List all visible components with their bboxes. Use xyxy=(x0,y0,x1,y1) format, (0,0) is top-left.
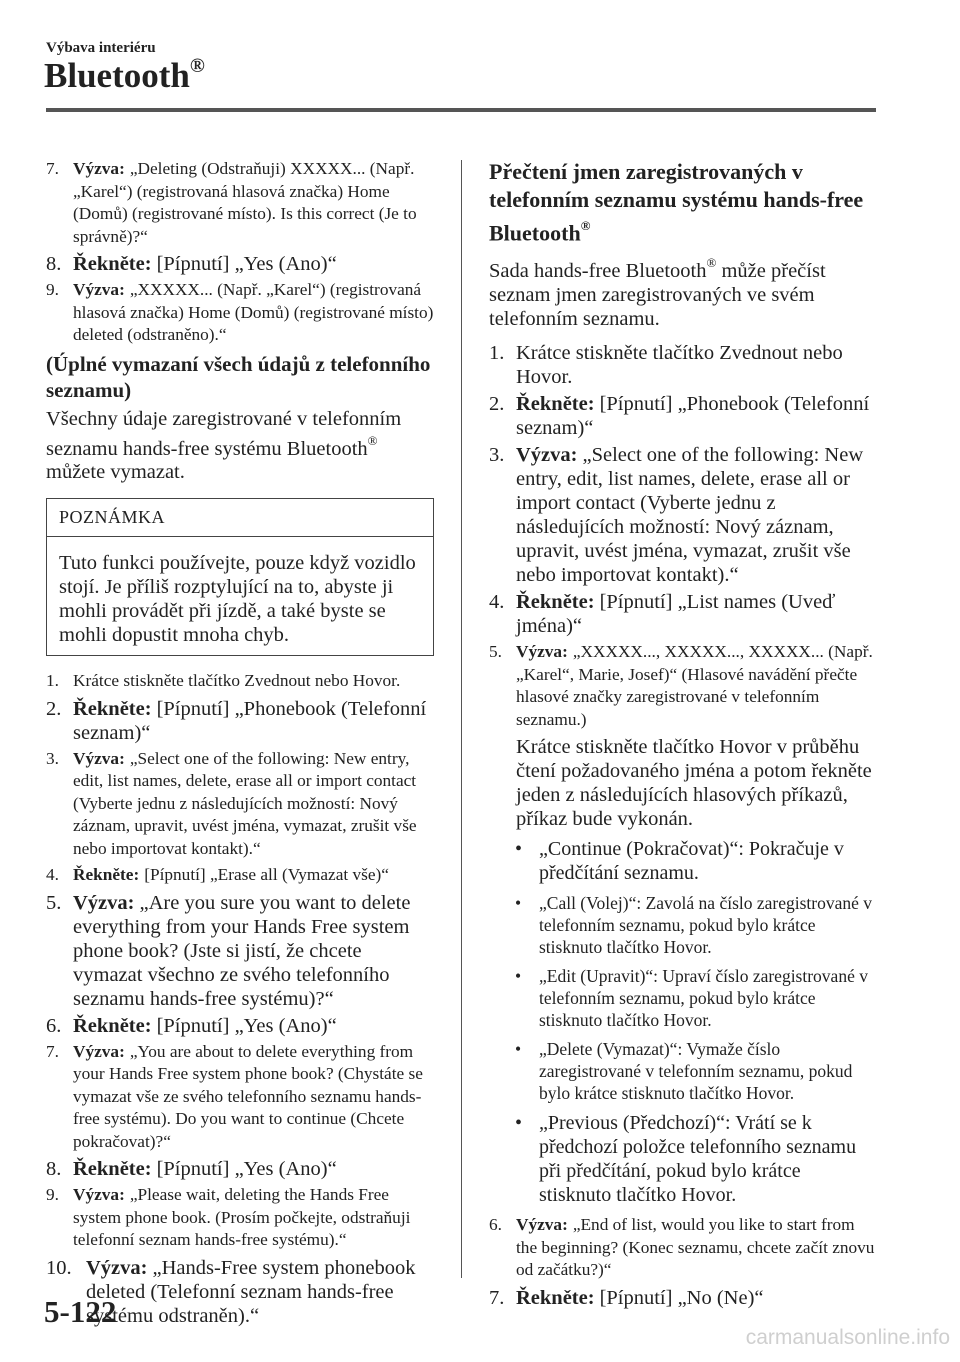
step-keyword: Výzva: xyxy=(516,1215,568,1235)
step-keyword: Výzva: xyxy=(73,280,125,299)
step-number: 9. xyxy=(46,1185,59,1205)
step-number: 9. xyxy=(46,280,59,299)
step-number: 10. xyxy=(46,1256,72,1279)
step-text: Výzva: „Select one of the following: New entry, edit, list names, delete, erase all or import contact (Vyberte jednu z následujících možností: Nový záznam, upravit, uvést jména, vymazat, zrušit vše nebo importovat kontakt).“ xyxy=(73,748,417,858)
step-text: Výzva: „End of list, would you like to start from the beginning? (Konec seznamu, chcete začít znovu od začátku?)“ xyxy=(516,1215,875,1280)
step-text: Krátce stiskněte tlačítko Zvednout nebo Hovor. xyxy=(73,671,401,691)
section-heading: Přečtení jmen zaregistrovaných v telefonním seznamu systému hands-free Bluetooth® xyxy=(489,159,864,246)
page-number: 5-122 xyxy=(44,1294,117,1329)
step-number: 8. xyxy=(46,253,62,275)
step-text: Výzva: „You are about to delete everything from your Hands Free system phone book? (Chystáte se vymazat vše ze svého telefonního seznamu hands-free systému). Do you want to continue (Chcete pokračovat)?“ xyxy=(73,1041,423,1151)
subheading: (Úplné vymazaní všech údajů z telefonního seznamu) xyxy=(46,351,431,402)
step-text: Řekněte: [Pípnutí] „Phonebook (Telefonní seznam)“ xyxy=(516,393,870,440)
step-item xyxy=(46,279,434,347)
step-text: Řekněte: [Pípnutí] „List names (Uveď jména)“ xyxy=(516,591,836,638)
step-number: 1. xyxy=(489,342,505,365)
step-text: Výzva: „XXXXX... (Např. „Karel“) (registrovaná hlasová značka) Home (Domů) (registrované místo) deleted (odstraněno).“ xyxy=(73,280,434,344)
step-item xyxy=(489,590,877,638)
step-item xyxy=(489,443,877,587)
step-number: 6. xyxy=(46,1014,62,1037)
bullet-icon: • xyxy=(515,893,522,914)
step-keyword: Řekněte: xyxy=(516,393,595,416)
steps-list xyxy=(46,670,434,1328)
step-keyword: Výzva: xyxy=(516,444,578,467)
step-item xyxy=(489,641,877,731)
step-keyword: Výzva: xyxy=(73,891,135,914)
step-keyword: Řekněte: xyxy=(73,1014,152,1037)
step-keyword: Výzva: xyxy=(86,1256,148,1279)
step-number: 7. xyxy=(46,159,59,178)
step-keyword: Výzva: xyxy=(73,1185,125,1205)
list-item: • „Continue (Pokračovat)“: Pokračuje v předčítání seznamu. xyxy=(515,838,844,885)
step-number: 3. xyxy=(489,444,505,467)
step-item xyxy=(46,1157,434,1181)
step-keyword: Výzva: xyxy=(73,159,125,178)
step-keyword: Výzva: xyxy=(73,748,125,768)
step-text: Výzva: „Please wait, deleting the Hands Free system phone book. (Prosím počkejte, odstraňuji telefonní seznam hands-free systému).“ xyxy=(73,1185,411,1250)
watermark: carmanualsonline.info xyxy=(745,1326,950,1349)
step-number: 4. xyxy=(46,865,59,885)
step-item xyxy=(489,392,877,440)
step-item xyxy=(46,748,434,861)
step-item xyxy=(46,670,434,693)
list-item: • „Call (Volej)“: Zavolá na číslo zaregistrované v telefonním seznamu, pokud bylo krátce stisknuto tlačítko Hovor. xyxy=(515,893,873,958)
step-keyword: Výzva: xyxy=(73,1041,125,1061)
command-list xyxy=(515,837,877,1207)
step-keyword: Řekněte: xyxy=(73,253,152,275)
step-number: 4. xyxy=(489,591,505,614)
step-text: Řekněte: [Pípnutí] „Yes (Ano)“ xyxy=(73,1014,337,1037)
section-label: Výbava interiéru xyxy=(46,40,156,56)
note-text: Tuto funkci používejte, pouze když vozidlo stojí. Je příliš rozptylující na to, abyste ji mohli provádět při jízdě, a také byste se mohli dopustit mnoha chyb. xyxy=(59,552,416,647)
step-text: Výzva: „Are you sure you want to delete everything from your Hands Free system phone book? (Jste si jistí, že chcete vymazat všechno ze svého telefonního seznamu hands-free systému)?“ xyxy=(73,891,411,1010)
list-item: • „Edit (Upravit)“: Upraví číslo zaregistrované v telefonním seznamu, pokud bylo krátce stisknuto tlačítko Hovor. xyxy=(515,966,868,1031)
step-number: 7. xyxy=(46,1041,59,1061)
intro-paragraph: Všechny údaje zaregistrované v telefonním seznamu hands-free systému Bluetooth® můžete vymazat. xyxy=(46,407,402,484)
step-keyword: Řekněte: xyxy=(516,1286,595,1309)
note-box xyxy=(46,498,434,656)
bullet-icon: • xyxy=(515,1112,523,1135)
step-number: 5. xyxy=(46,891,62,914)
step-number: 2. xyxy=(489,393,505,416)
step-number: 6. xyxy=(489,1215,502,1235)
step-keyword: Řekněte: xyxy=(73,865,140,885)
step-item xyxy=(46,1014,434,1038)
step-number: 1. xyxy=(46,671,59,691)
step-text: Výzva: „Select one of the following: New entry, edit, list names, delete, erase all or import contact (Vyberte jednu z následujících možností: Nový záznam, upravit, uvést jména, vymazat, zrušit vše nebo importovat kontakt).“ xyxy=(516,444,864,587)
column-divider xyxy=(461,160,462,1278)
steps-list xyxy=(46,158,434,347)
step-text: Řekněte: [Pípnutí] „Phonebook (Telefonní seznam)“ xyxy=(73,697,427,744)
step-number: 2. xyxy=(46,697,62,720)
step-number: 8. xyxy=(46,1158,62,1181)
step-text: Krátce stiskněte tlačítko Zvednout nebo Hovor. xyxy=(516,342,843,389)
step-text: Výzva: „Hands-Free system phonebook deleted (Telefonní seznam hands-free systému odstraněn).“ xyxy=(86,1256,416,1327)
step-item xyxy=(46,1184,434,1252)
step-item xyxy=(46,697,434,745)
step-item xyxy=(46,891,434,1011)
step-item xyxy=(489,341,877,389)
step-text: Řekněte: [Pípnutí] „Yes (Ano)“ xyxy=(73,253,337,275)
registered-mark: ® xyxy=(189,55,205,77)
bullet-icon: • xyxy=(515,838,523,861)
step-keyword: Řekněte: xyxy=(73,1158,152,1181)
step-text: Řekněte: [Pípnutí] „No (Ne)“ xyxy=(516,1286,764,1309)
list-item: • „Delete (Vymazat)“: Vymaže číslo zaregistrované v telefonním seznamu, pokud bylo krátce stisknuto tlačítko Hovor. xyxy=(515,1039,853,1104)
bullet-icon: • xyxy=(515,1039,522,1060)
step-text: Řekněte: [Pípnutí] „Yes (Ano)“ xyxy=(73,1158,337,1181)
step-text: Výzva: „XXXXX..., XXXXX..., XXXXX... (Např. „Karel“, Marie, Josef)“ (Hlasové navádění přečte hlasové značky zaregistrované v telefonním seznamu.) xyxy=(516,642,873,729)
step-text: Výzva: „Deleting (Odstraňuji) XXXXX... (Např. „Karel“) (registrovaná hlasová značka) Home (Domů) (registrované místo). Is this correct (Je to správně)?“ xyxy=(73,159,417,246)
step-5-note: Krátce stiskněte tlačítko Hovor v průběhu čtení požadovaného jména a potom řekněte jeden z následujících hlasových příkazů, příkaz bude vykonán. xyxy=(516,736,872,831)
bullet-icon: • xyxy=(515,966,522,987)
page-title: Bluetooth® xyxy=(44,55,205,95)
intro-paragraph: Sada hands-free Bluetooth® může přečíst seznam jmen zaregistrovaných ve svém telefonním seznamu. xyxy=(489,255,826,331)
step-item xyxy=(489,1286,877,1310)
right-column xyxy=(489,158,877,1313)
step-item xyxy=(46,158,434,248)
step-keyword: Výzva: xyxy=(516,642,568,662)
step-item xyxy=(46,252,434,276)
steps-list xyxy=(489,1214,877,1310)
step-number: 7. xyxy=(489,1286,505,1309)
step-item xyxy=(46,864,434,887)
step-keyword: Řekněte: xyxy=(516,591,595,614)
left-column xyxy=(46,158,434,1331)
step-keyword: Řekněte: xyxy=(73,697,152,720)
step-number: 3. xyxy=(46,748,59,768)
step-number: 5. xyxy=(489,642,502,662)
step-item xyxy=(489,1214,877,1282)
step-text: Řekněte: [Pípnutí] „Erase all (Vymazat vše)“ xyxy=(73,865,389,885)
list-item: • „Previous (Předchozí)“: Vrátí se k předchozí položce telefonního seznamu při předčítání, pokud bylo krátce stisknuto tlačítko Hovor. xyxy=(515,1112,857,1207)
steps-list xyxy=(489,341,877,731)
header-rule xyxy=(46,108,876,112)
step-item xyxy=(46,1041,434,1154)
note-title: POZNÁMKA xyxy=(47,499,433,537)
